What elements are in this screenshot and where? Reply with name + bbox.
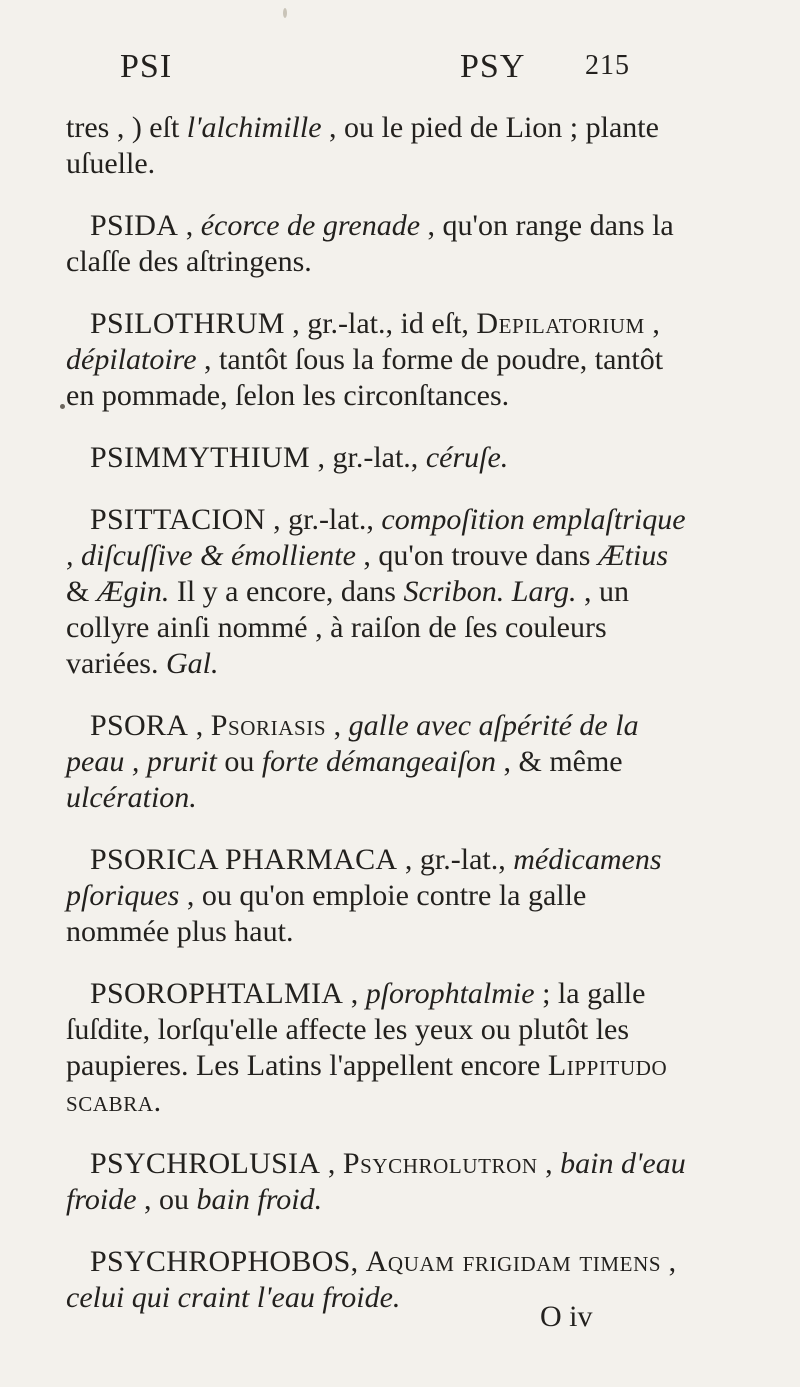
headword: PSIMMYTHIUM [90, 441, 310, 474]
entry-continuation: tres , ) eſt l'alchimille , ou le pied de Lion ; plante uſuelle. [66, 111, 659, 180]
headword: PSITTACION [90, 503, 266, 536]
synonym: Psychrolutron [342, 1147, 538, 1180]
definition: céruſe. [425, 441, 509, 474]
definition: médicamens pſoriques [66, 843, 662, 912]
entry-psimmythium: PSIMMYTHIUM , gr.-lat., céruſe. [90, 441, 509, 474]
headword: PSILOTHRUM [90, 307, 285, 340]
entry-psychrolusia: PSYCHROLUSIA , Psychrolutron , bain d'eau froide , ou bain froid. [66, 1147, 686, 1216]
entry-psilothrum: PSILOTHRUM , gr.-lat., id eſt, Depilatorium , dépilatoire , tantôt ſous la forme de poudre, tantôt en pommade, ſelon les circonſtances. [66, 307, 664, 412]
headword: PSOROPHTALMIA [90, 977, 344, 1010]
header-right: PSY [460, 48, 526, 85]
definition: galle avec aſpérité de la peau , prurit [66, 709, 639, 778]
entry-psychrophobos: PSYCHROPHOBOS, Aquam frigidam timens , celui qui craint l'eau froide. [66, 1245, 677, 1314]
signature-mark: O iv [540, 1300, 593, 1333]
definition: dépilatoire [66, 343, 197, 376]
entry-psorophtalmia: PSOROPHTALMIA , pſorophtalmie ; la galle ſuſdite, lorſqu'elle affecte les yeux ou plutôt les paupieres. Les Latins l'appellent encore Lippitudo scabra. [66, 977, 668, 1118]
synonym: Depilatorium [476, 307, 645, 340]
definition: bain d'eau froide [66, 1147, 686, 1216]
headword: PSYCHROLUSIA [90, 1147, 321, 1180]
paper-spot [283, 8, 287, 18]
definition: pſorophtalmie [365, 977, 535, 1010]
paper-spot [60, 404, 65, 409]
headword: PSIDA [90, 209, 179, 242]
entry-psittacion: PSITTACION , gr.-lat., compoſition emplaſtrique , diſcuſſive & émolliente , qu'on trouve dans Ætius & Ægin. Il y a encore, dans Scribon. Larg. , un collyre ainſi nommé , à raiſon de ſes couleurs variées. Gal. [66, 503, 686, 680]
synonym: Psoriasis [210, 709, 327, 742]
synonym: Lippitudo scabra. [66, 1049, 668, 1118]
entry-psorica-pharmaca: PSORICA PHARMACA , gr.-lat., médicamens pſoriques , ou qu'on emploie contre la galle nommée plus haut. [66, 843, 662, 948]
running-header [120, 48, 640, 98]
page-number: 215 [585, 50, 630, 81]
header-left: PSI [120, 48, 173, 85]
definition: compoſition emplaſtrique , diſcuſſive & émolliente [66, 503, 686, 572]
headword: PSYCHROPHOBOS [90, 1245, 351, 1278]
definition: écorce de grenade [200, 209, 421, 242]
entry-psora: PSORA , Psoriasis , galle avec aſpérité de la peau , prurit ou forte démangeaiſon , & même ulcération. [66, 709, 639, 814]
headword: PSORICA PHARMACA [90, 843, 398, 876]
headword: PSORA [90, 709, 189, 742]
synonym: Aquam frigidam timens [365, 1245, 662, 1278]
dictionary-text [66, 110, 696, 1342]
definition: celui qui craint l'eau froide. [66, 1281, 401, 1314]
entry-psida: PSIDA , écorce de grenade , qu'on range dans la claſſe des aſtringens. [66, 209, 674, 278]
